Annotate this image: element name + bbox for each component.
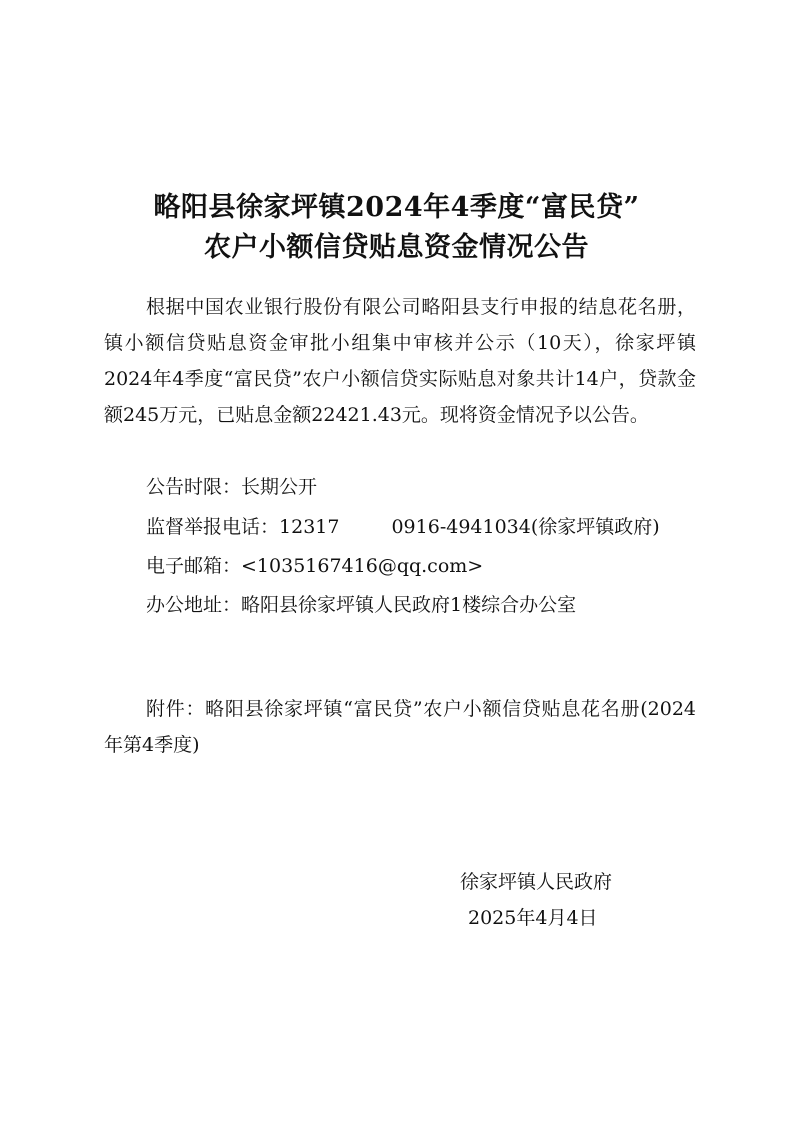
announcement-paragraph: 根据中国农业银行股份有限公司略阳县支行申报的结息花名册，镇小额信贷贴息资金审批小组集中审核并公示（10天），徐家坪镇2024年4季度“富民贷”农户小额信贷实际贴息对象共计14户，贷款金额245万元，已贴息金额22421.43元。现将资金情况予以公告。 <box>104 296 696 426</box>
disclosure-period-label: 公告时限： <box>146 476 242 498</box>
office-address-label: 办公地址： <box>146 594 242 616</box>
contact-email-value: <1035167416@qq.com> <box>241 555 484 577</box>
contact-email-label: 电子邮箱： <box>146 555 242 577</box>
disclosure-period-value: 长期公开 <box>241 476 318 498</box>
report-phone-number-1: 12317 <box>279 516 340 538</box>
disclosure-period <box>146 469 317 505</box>
issue-date: 2025年4月4日 <box>468 907 598 929</box>
issuer-name: 徐家坪镇人民政府 <box>460 871 613 893</box>
attachment-note: 附件：略阳县徐家坪镇“富民贷”农户小额信贷贴息花名册(2024年第4季度) <box>104 698 696 756</box>
report-phone-number-2: 0916-4941034(徐家坪镇政府) <box>391 516 660 538</box>
document-title-line-2: 农户小额信贷贴息资金情况公告 <box>204 232 589 263</box>
report-phone-label: 监督举报电话： <box>146 516 280 538</box>
contact-email <box>146 548 483 584</box>
report-phone <box>146 509 660 545</box>
office-address <box>146 587 576 623</box>
document-title-line-1: 略阳县徐家坪镇2024年4季度“富民贷” <box>153 192 640 223</box>
office-address-value: 略阳县徐家坪镇人民政府1楼综合办公室 <box>241 594 577 616</box>
